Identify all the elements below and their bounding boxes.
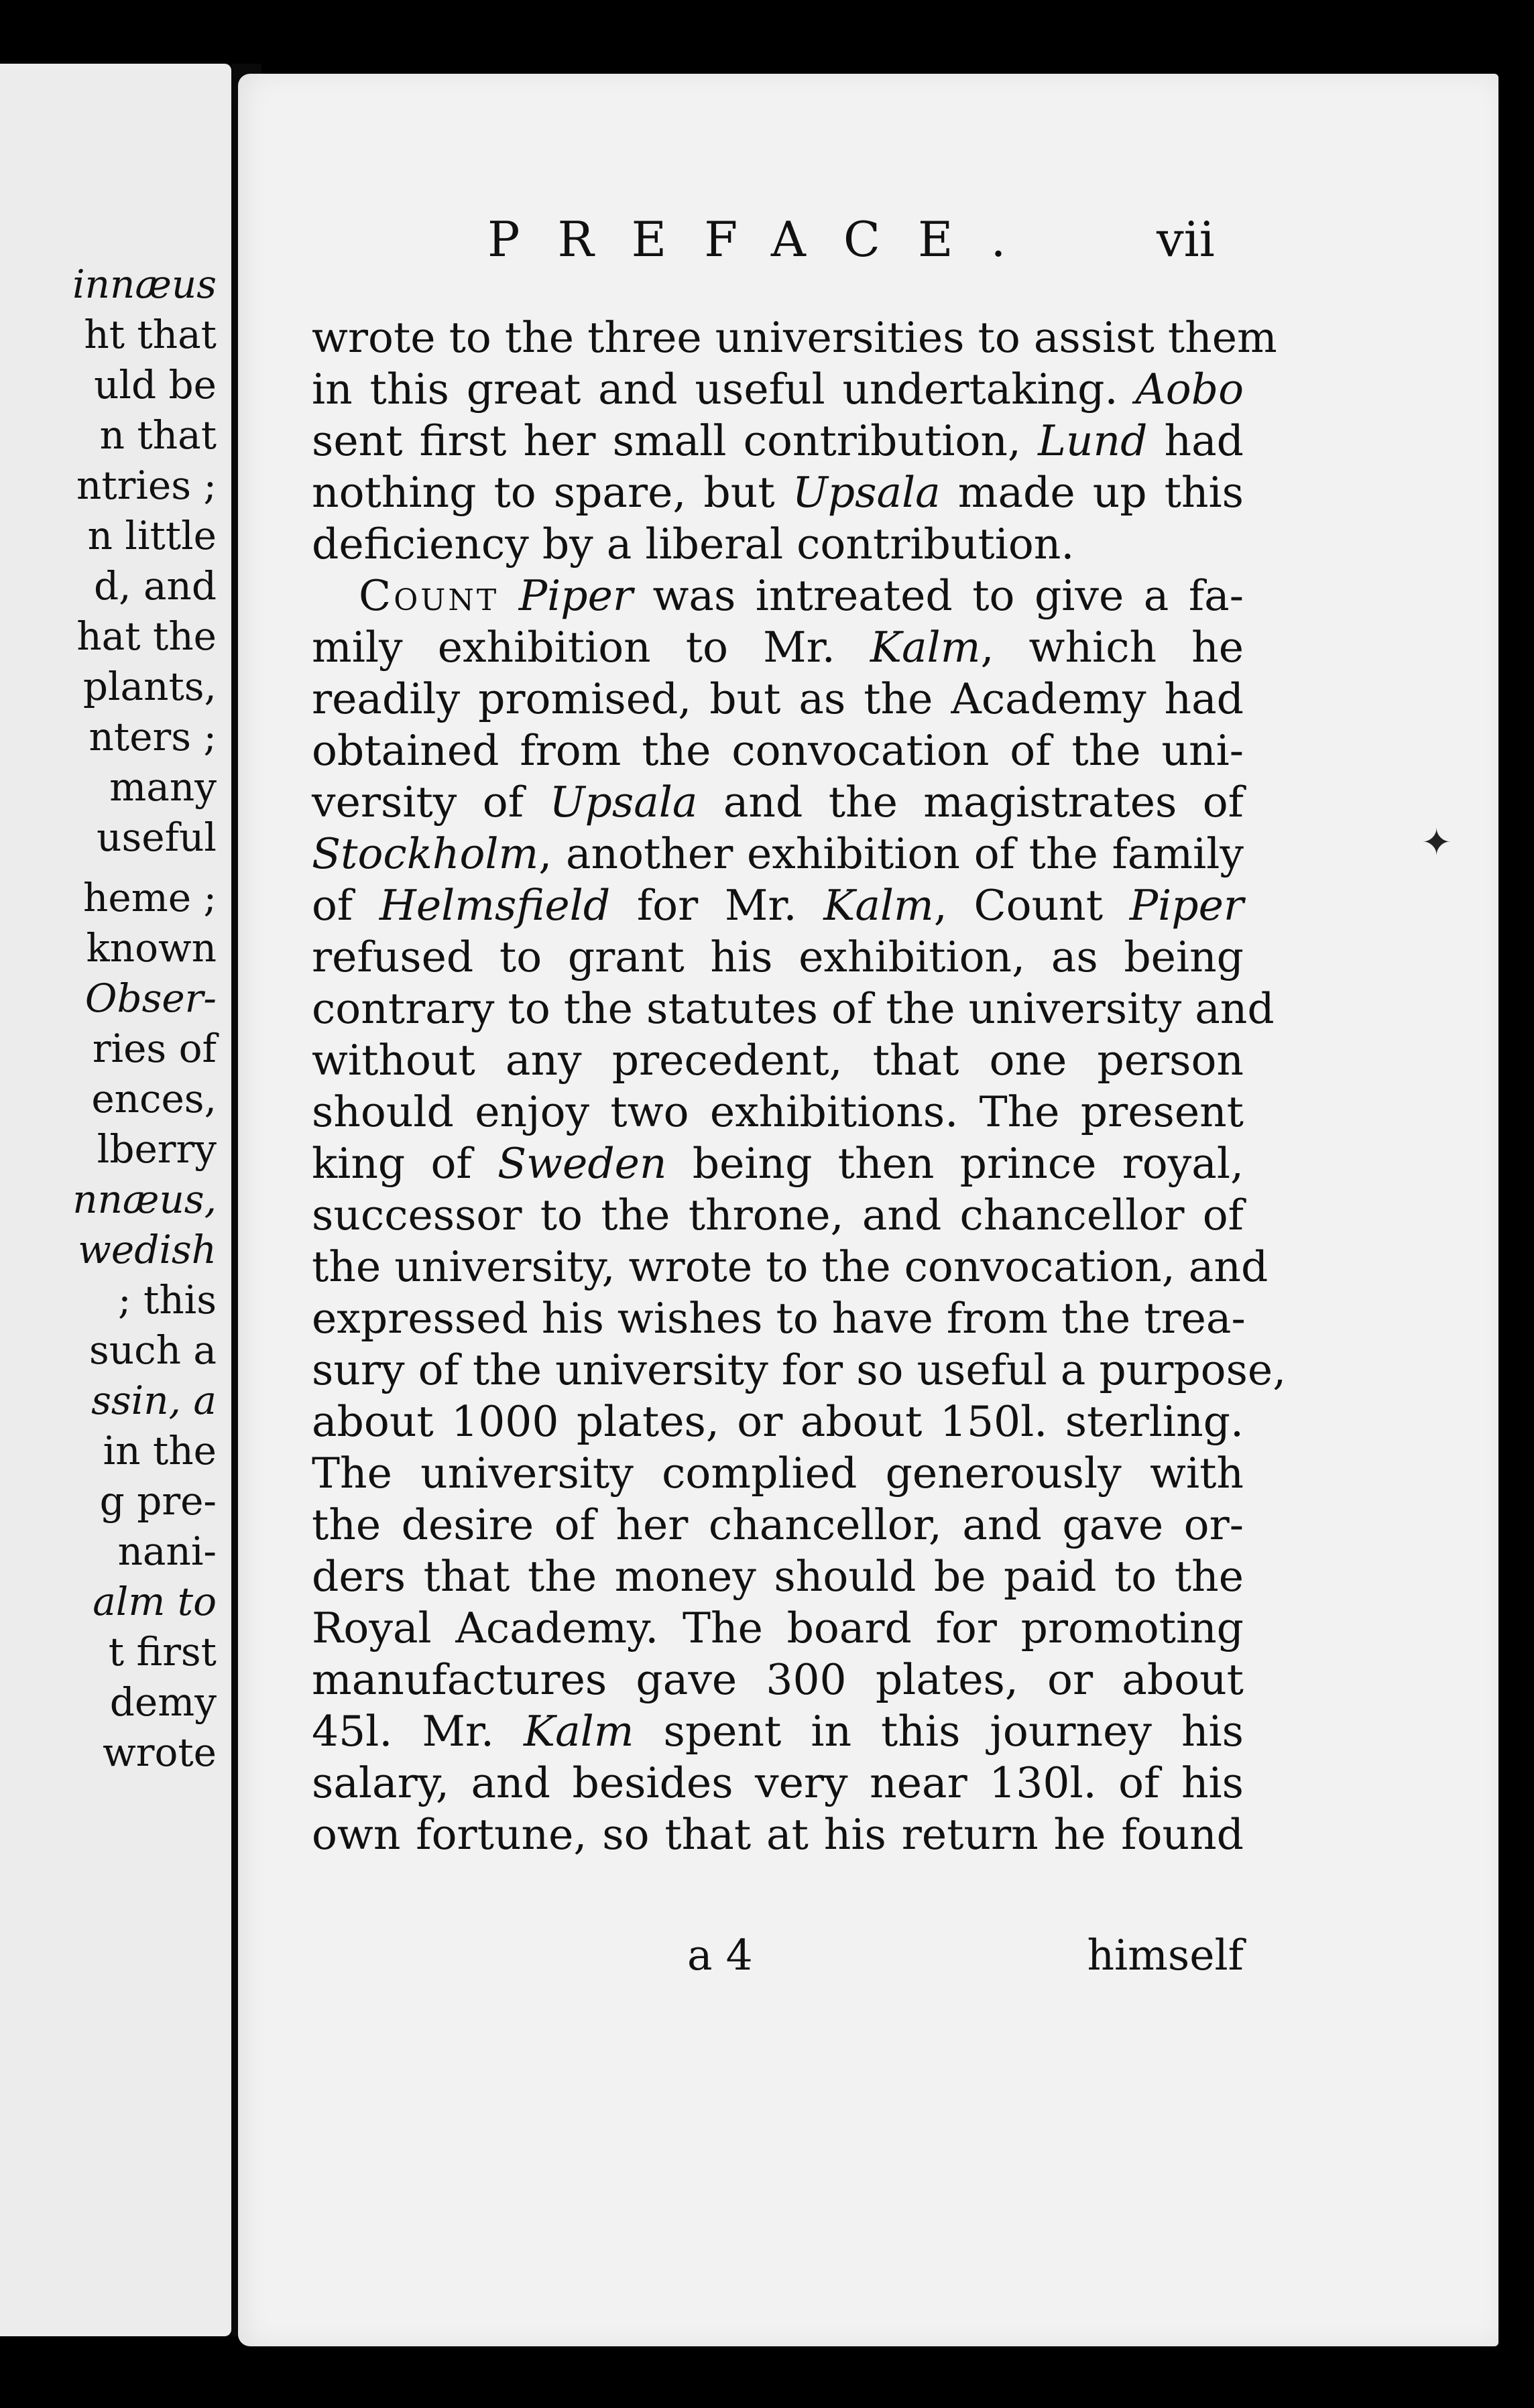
- italic-text: Upsala: [792, 468, 941, 517]
- left-page-line: such a: [89, 1327, 217, 1373]
- text-run: was intreated to give a fa-: [633, 571, 1244, 620]
- left-page-line: ht that: [84, 312, 217, 357]
- left-page-line: ences,: [91, 1076, 217, 1122]
- text-run: [499, 571, 519, 620]
- left-page-line: n little: [87, 513, 217, 558]
- running-head: PREFACE.: [487, 211, 1044, 267]
- text-run: had: [1147, 416, 1244, 465]
- text-line: [312, 725, 1244, 776]
- italic-text: Stockholm: [312, 829, 539, 878]
- text-run: the university, wrote to the convocation, and: [312, 1242, 1268, 1291]
- text-line: [312, 363, 1244, 415]
- italic-text: Kalm: [524, 1707, 634, 1756]
- left-page-line: plants,: [82, 664, 217, 709]
- italic-text: Kalm: [823, 881, 934, 930]
- text-line: [312, 1344, 1287, 1396]
- text-line: [312, 828, 1244, 880]
- text-run: and the magistrates of: [697, 778, 1244, 827]
- text-line: [312, 1551, 1244, 1602]
- text-line: [312, 1809, 1244, 1860]
- text-run: wrote to the three universities to assist them: [312, 313, 1277, 362]
- left-page-line: Obser-: [84, 975, 217, 1021]
- text-line: [312, 1189, 1244, 1241]
- text-line: [312, 1447, 1244, 1499]
- text-line: [312, 673, 1244, 725]
- catchword: himself: [1087, 1931, 1244, 1980]
- text-line: [312, 312, 1277, 363]
- italic-text: Kalm: [870, 623, 981, 672]
- text-run: contrary to the statutes of the university and: [312, 984, 1275, 1033]
- italic-text: Piper: [518, 571, 633, 620]
- text-run: refused to grant his exhibition, as being: [312, 932, 1244, 981]
- preface-text: [312, 312, 1287, 1860]
- text-line: [312, 1757, 1244, 1809]
- text-run: spent in this journey his: [634, 1707, 1244, 1756]
- margin-mark: ✦: [1421, 821, 1452, 863]
- left-page-line: heme ;: [83, 875, 217, 920]
- left-page-line: innæus: [72, 261, 217, 307]
- italic-text: Aobo: [1135, 365, 1244, 414]
- text-line: [312, 1292, 1244, 1344]
- left-page-line: wedish: [78, 1227, 217, 1272]
- book-page: [238, 74, 1498, 2346]
- text-line: [312, 983, 1275, 1034]
- left-page-line: useful: [97, 815, 217, 860]
- text-run: ders that the money should be paid to the: [312, 1552, 1244, 1601]
- page-footer: [312, 1931, 1244, 1984]
- text-run: without any precedent, that one person: [312, 1036, 1244, 1085]
- left-page-line: nani-: [117, 1528, 217, 1574]
- text-run: expressed his wishes to have from the trea-: [312, 1294, 1246, 1343]
- text-line: [312, 621, 1244, 673]
- signature-mark: a 4: [687, 1931, 753, 1980]
- text-run: 45l. Mr.: [312, 1707, 524, 1756]
- text-line: [312, 931, 1244, 983]
- text-line: [312, 1138, 1244, 1189]
- text-line: [312, 776, 1244, 828]
- italic-text: Helmsfield: [379, 881, 611, 930]
- text-run: for Mr.: [610, 881, 824, 930]
- text-line: [312, 570, 1244, 621]
- text-run: salary, and besides very near 130l. of his: [312, 1758, 1244, 1807]
- left-page-line: ntries ;: [76, 463, 217, 508]
- text-run: , Count: [933, 881, 1130, 930]
- left-page-line: uld be: [94, 362, 217, 408]
- text-run: obtained from the convocation of the uni-: [312, 726, 1244, 775]
- left-page-line: wrote: [103, 1730, 217, 1775]
- left-page-line: many: [109, 764, 217, 810]
- text-line: [312, 415, 1244, 467]
- text-run: successor to the throne, and chancellor of: [312, 1191, 1244, 1240]
- left-page-line: nnæus,: [72, 1177, 217, 1222]
- text-line: [312, 1705, 1244, 1757]
- text-line: [312, 1241, 1268, 1292]
- left-page-line: g pre-: [99, 1478, 217, 1524]
- text-run: readily promised, but as the Academy had: [312, 674, 1244, 723]
- small-caps-text: Count: [359, 571, 499, 620]
- left-page-line: known: [86, 925, 217, 971]
- text-line: [312, 1499, 1244, 1551]
- text-run: in this great and useful undertaking.: [312, 365, 1136, 414]
- text-line: [312, 1034, 1244, 1086]
- left-page-line: nters ;: [88, 714, 217, 760]
- text-run: being then prince royal,: [666, 1139, 1244, 1188]
- text-run: mily exhibition to Mr.: [312, 623, 870, 672]
- text-run: The university complied generously with: [312, 1449, 1244, 1498]
- text-run: manufactures gave 300 plates, or about: [312, 1655, 1244, 1704]
- left-page-line: hat the: [76, 613, 217, 659]
- italic-text: Sweden: [497, 1139, 667, 1188]
- text-run: versity of: [312, 778, 550, 827]
- text-run: nothing to spare, but: [312, 468, 792, 517]
- left-page-line: in the: [103, 1428, 217, 1473]
- facing-page-left: [0, 64, 231, 2336]
- text-line: [312, 1396, 1244, 1447]
- text-run: , another exhibition of the family: [538, 829, 1244, 878]
- left-page-line: ; this: [118, 1277, 217, 1323]
- text-run: of: [312, 881, 379, 930]
- left-page-line: d, and: [93, 563, 217, 609]
- text-line: [312, 467, 1244, 518]
- left-page-line: ries of: [92, 1026, 217, 1071]
- left-page-line: t first: [108, 1629, 217, 1675]
- left-page-line: ssin, a: [91, 1378, 217, 1423]
- text-run: the desire of her chancellor, and gave or-: [312, 1500, 1244, 1549]
- text-run: own fortune, so that at his return he found: [312, 1810, 1244, 1859]
- italic-text: Lund: [1038, 416, 1148, 465]
- text-run: made up this: [940, 468, 1244, 517]
- text-run: about 1000 plates, or about 150l. sterling.: [312, 1397, 1244, 1446]
- text-run: sent first her small contribution,: [312, 416, 1039, 465]
- text-run: , which he: [980, 623, 1244, 672]
- italic-text: Upsala: [549, 778, 698, 827]
- left-page-line: alm to: [93, 1579, 217, 1624]
- text-run: Royal Academy. The board for promoting: [312, 1604, 1244, 1652]
- text-run: should enjoy two exhibitions. The present: [312, 1087, 1244, 1136]
- text-line: [312, 1654, 1244, 1705]
- left-page-line: demy: [109, 1679, 217, 1725]
- italic-text: Piper: [1129, 881, 1244, 930]
- page-number: vii: [1157, 211, 1215, 267]
- left-page-line: lberry: [97, 1126, 217, 1172]
- text-line: [312, 518, 1244, 570]
- text-run: sury of the university for so useful a purpose,: [312, 1345, 1287, 1394]
- text-line: [312, 1602, 1244, 1654]
- text-run: deficiency by a liberal contribution.: [312, 520, 1075, 568]
- text-line: [312, 880, 1244, 931]
- left-page-line: n that: [99, 412, 217, 458]
- text-line: [312, 1086, 1244, 1138]
- text-run: king of: [312, 1139, 497, 1188]
